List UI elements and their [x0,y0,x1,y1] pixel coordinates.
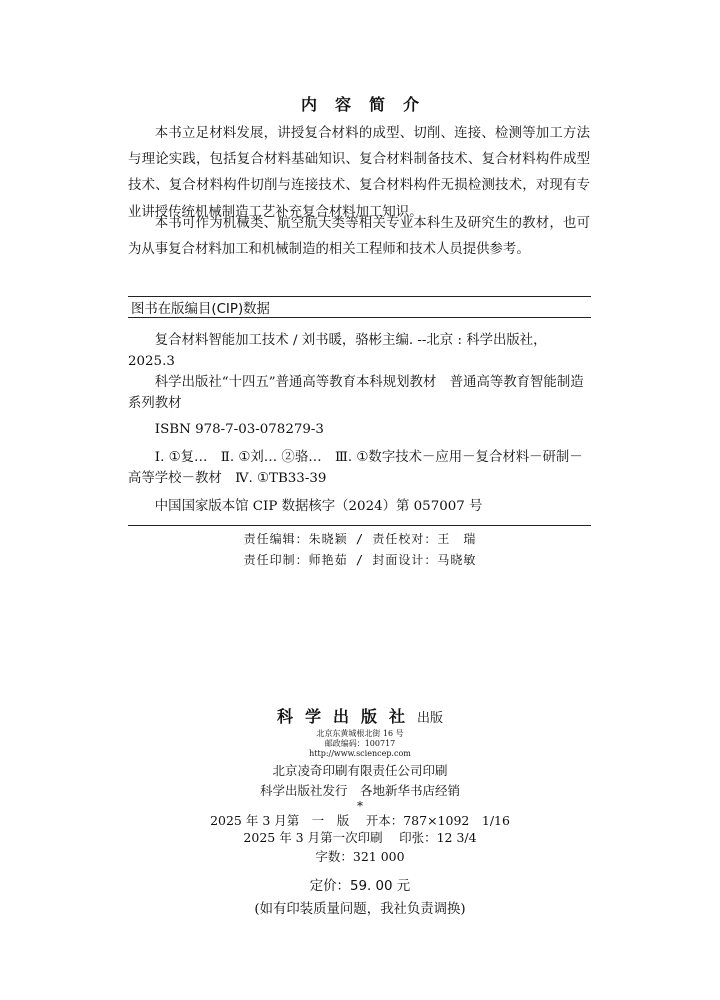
cip-body [128,330,584,517]
price: 定价：59. 00 元 [309,879,411,894]
edition-info: 2025 年 3 月第 一 版 开本：787×1092 1/16 [210,813,510,828]
quality-notice: (如有印装质量问题，我社负责调换) [254,902,466,917]
editor-credits: 责任编辑：朱晓颖 / 责任校对：王 瑞 [243,532,477,546]
production-credits: 责任印制：师艳茹 / 封面设计：马晓敏 [243,553,477,567]
distribution: 科学出版社发行 各地新华书店经销 [259,783,460,798]
cip-heading: 图书在版编目(CIP)数据 [131,302,270,317]
cip-classification: Ⅰ. ①复… Ⅱ. ①刘… ②骆… Ⅲ. ①数字技术－应用－复合材料－研制－高等学校－教材 Ⅳ. ①TB33-39 [128,450,583,486]
cip-record: 中国国家版本馆 CIP 数据核字（2024）第 057007 号 [154,499,483,514]
printer: 北京凌奇印刷有限责任公司印刷 [272,763,448,778]
separator-star: * [357,799,363,813]
publisher-suffix: 出版 [417,711,444,726]
publisher-postcode: 邮政编码：100717 [324,739,396,748]
word-count: 字数：321 000 [315,849,405,864]
publisher-address: 北京东黄城根北街 16 号 [316,729,404,738]
intro-paragraph-1: 本书立足材料发展，讲授复合材料的成型、切削、连接、检测等加工方法与理论实践，包括复合材料基础知识、复合材料制备技术、复合材料构件成型技术、复合材料构件切削与连接技术、复合材料构件无损检测技术，对现有专业讲授传统机械制造工艺补充复合材料加工知识。 [128,126,590,220]
cip-year-line: 2025.3 [128,354,175,369]
cip-series-line: 科学出版社“十四五”普通高等教育本科规划教材 普通高等教育智能制造系列教材 [128,375,584,411]
intro-title: 内容简介 [300,95,437,114]
publisher-url: http://www.sciencep.com [309,749,411,758]
publisher-name: 科学出版社 [276,707,417,726]
intro-paragraph-2: 本书可作为机械类、航空航天类等相关专业本科生及研究生的教材，也可为从事复合材料加工和机械制造的相关工程师和技术人员提供参考。 [128,216,590,258]
publisher-block [0,704,720,920]
printing-info: 2025 年 3 月第一次印刷 印张：12 3/4 [243,830,477,845]
cip-heading-rule [128,317,591,318]
cip-bottom-rule [128,525,591,526]
cip-top-rule [128,296,591,297]
publisher-line [0,704,720,727]
cip-title-line: 复合材料智能加工技术 / 刘书暖，骆彬主编. --北京 : 科学出版社， [154,333,547,348]
cip-isbn: ISBN 978-7-03-078279-3 [154,422,324,437]
